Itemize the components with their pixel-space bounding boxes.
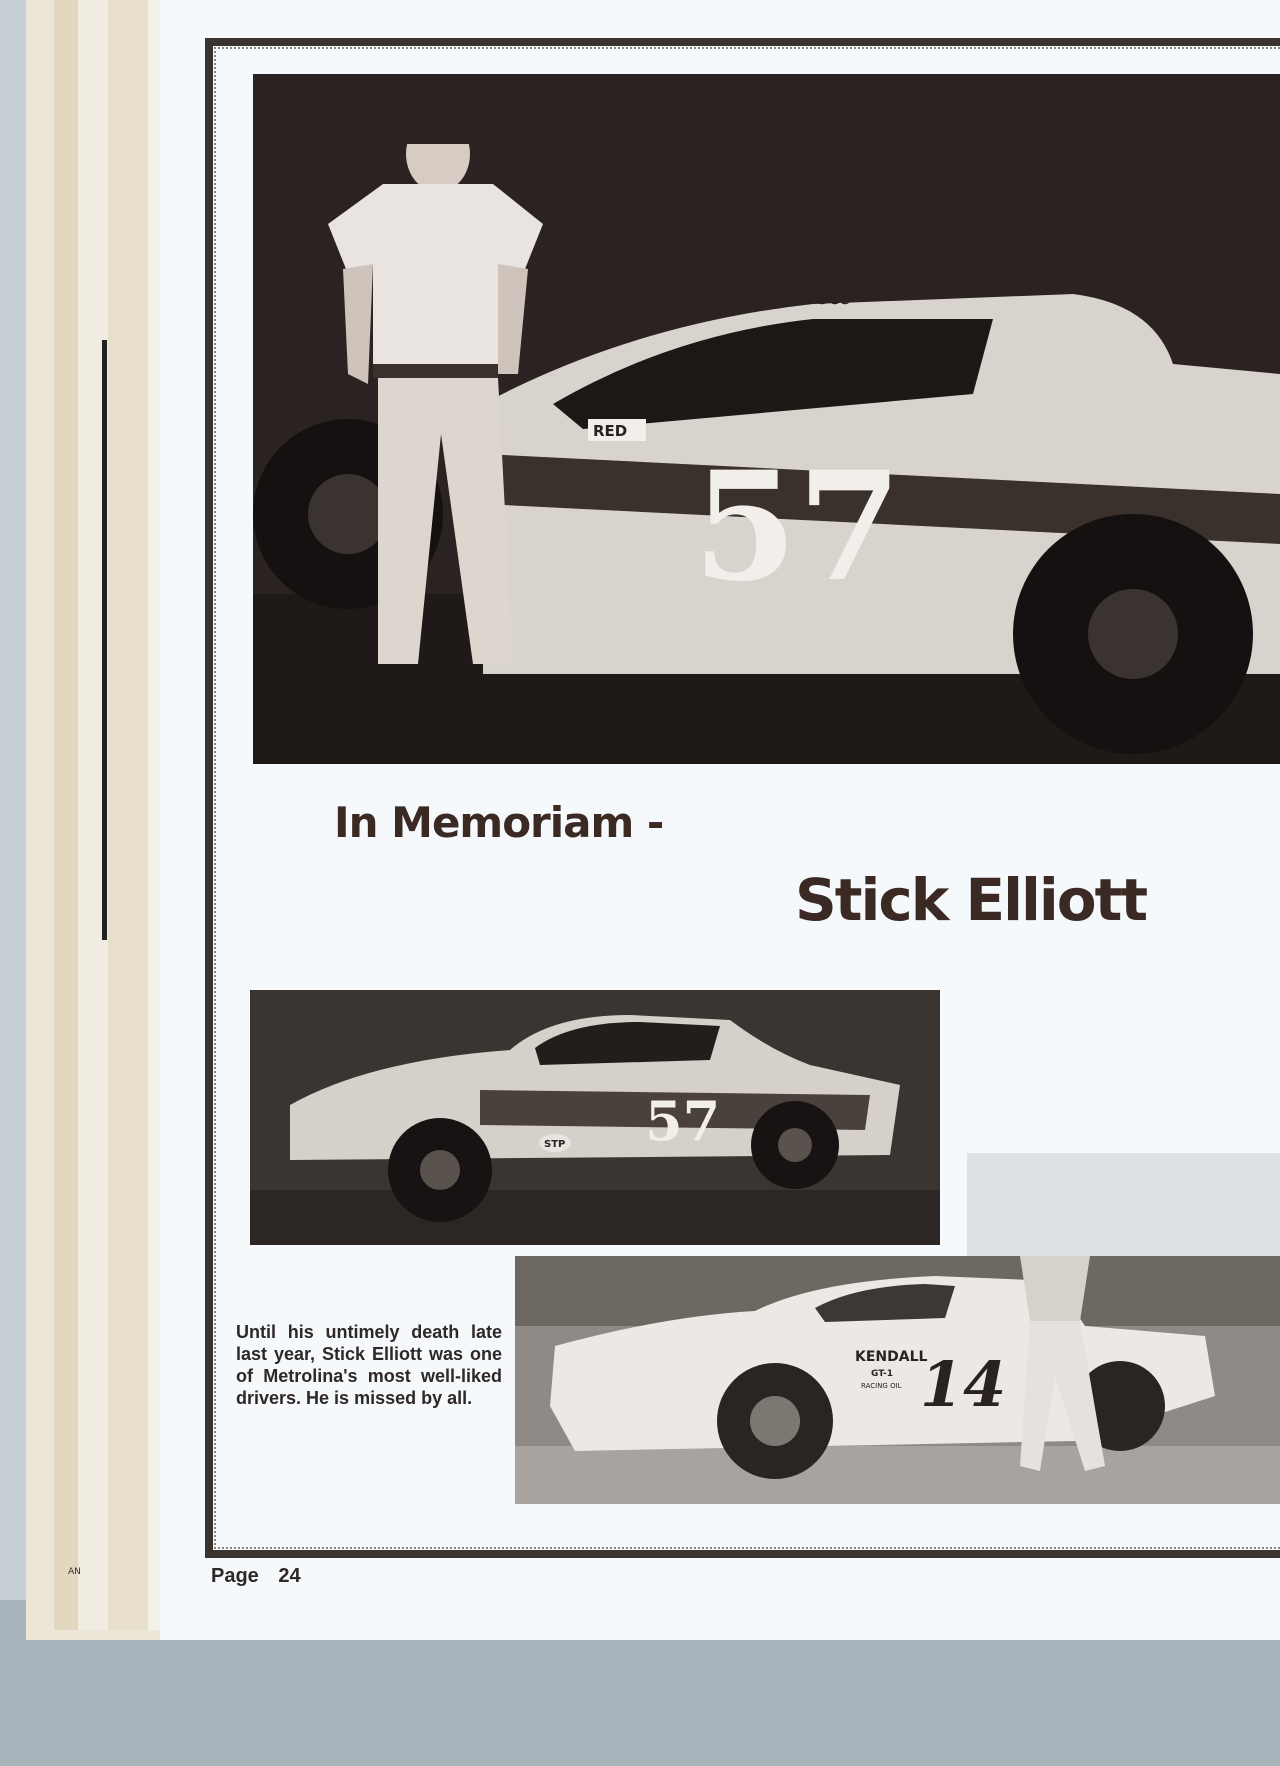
- car-number: 57: [645, 1089, 721, 1153]
- memorial-caption: Until his untimely death late last year, Stick Elliott was one of Metrolina's most well-liked drivers. He is missed by all.: [236, 1322, 502, 1408]
- heading-stick-elliott: Stick Elliott: [795, 866, 1147, 934]
- sponsor-sub-text-2: RACING OIL: [861, 1382, 902, 1390]
- page-number-value: 24: [278, 1565, 301, 1587]
- binding-strip: [102, 340, 107, 940]
- page-edge: [108, 0, 148, 1630]
- photo-driver-with-57-car: [253, 74, 1280, 764]
- car-name-script: Stick Elliott: [703, 284, 851, 310]
- sponsor-sticker: RED: [593, 422, 628, 440]
- car-number: 14: [920, 1348, 1007, 1421]
- sponsor-sub-text: GT-1: [871, 1369, 894, 1379]
- photo-14-car-with-driver: [515, 1256, 1280, 1504]
- heading-in-memoriam: In Memoriam -: [334, 798, 664, 847]
- page-edge: [54, 0, 78, 1630]
- page-label: Page: [211, 1565, 259, 1587]
- page-number: [211, 1565, 301, 1588]
- sponsor-text: KENDALL: [855, 1349, 928, 1365]
- sponsor-sticker: STP: [544, 1139, 566, 1150]
- photo-57-car-side-view: [250, 990, 940, 1245]
- photo-14-car-sky: [967, 1153, 1280, 1263]
- car-number: 57: [693, 439, 902, 615]
- stack-edge-mark: AN: [68, 1567, 81, 1577]
